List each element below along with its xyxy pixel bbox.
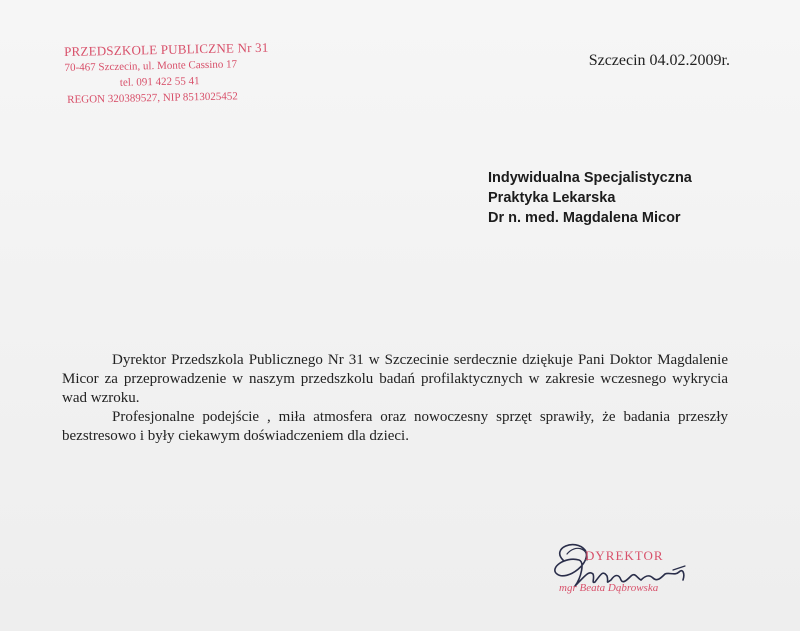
recipient-line-2: Praktyka Lekarska xyxy=(488,190,616,206)
letter-date: Szczecin 04.02.2009r. xyxy=(588,52,730,69)
signature-title: DYREKTOR xyxy=(585,548,664,563)
body-paragraph-1: Dyrektor Przedszkola Publicznego Nr 31 w Szczecinie serdecznie dziękuje Pani Doktor Magdalenie Micor za przeprowadzenie w naszym przedszkolu badań profilaktycznych w zakresie wczesnego wykrycia wad wzroku. xyxy=(62,352,728,406)
letter-body xyxy=(62,351,728,446)
recipient-line-1: Indywidualna Specjalistyczna xyxy=(488,170,692,186)
recipient-block xyxy=(488,168,692,228)
institution-stamp xyxy=(64,40,270,108)
signature-name: mgr Beata Dąbrowska xyxy=(559,582,659,594)
stamp-institution-name: PRZEDSZKOLE PUBLICZNE Nr 31 xyxy=(64,39,269,59)
stamp-phone: tel. 091 422 55 41 xyxy=(119,75,200,89)
handwritten-signature xyxy=(545,530,745,610)
body-paragraph-2: Profesjonalne podejście , miła atmosfera oraz nowoczesny sprzęt sprawiły, że badania przeszły bezstresowo i były ciekawym doświadczeniem dla dzieci. xyxy=(62,409,728,444)
recipient-line-3: Dr n. med. Magdalena Micor xyxy=(488,210,681,226)
stamp-address: 70-467 Szczecin, ul. Monte Cassino 17 xyxy=(64,58,238,74)
signature-block xyxy=(545,530,745,610)
stamp-regon: REGON 320389527, NIP 8513025452 xyxy=(67,90,238,106)
